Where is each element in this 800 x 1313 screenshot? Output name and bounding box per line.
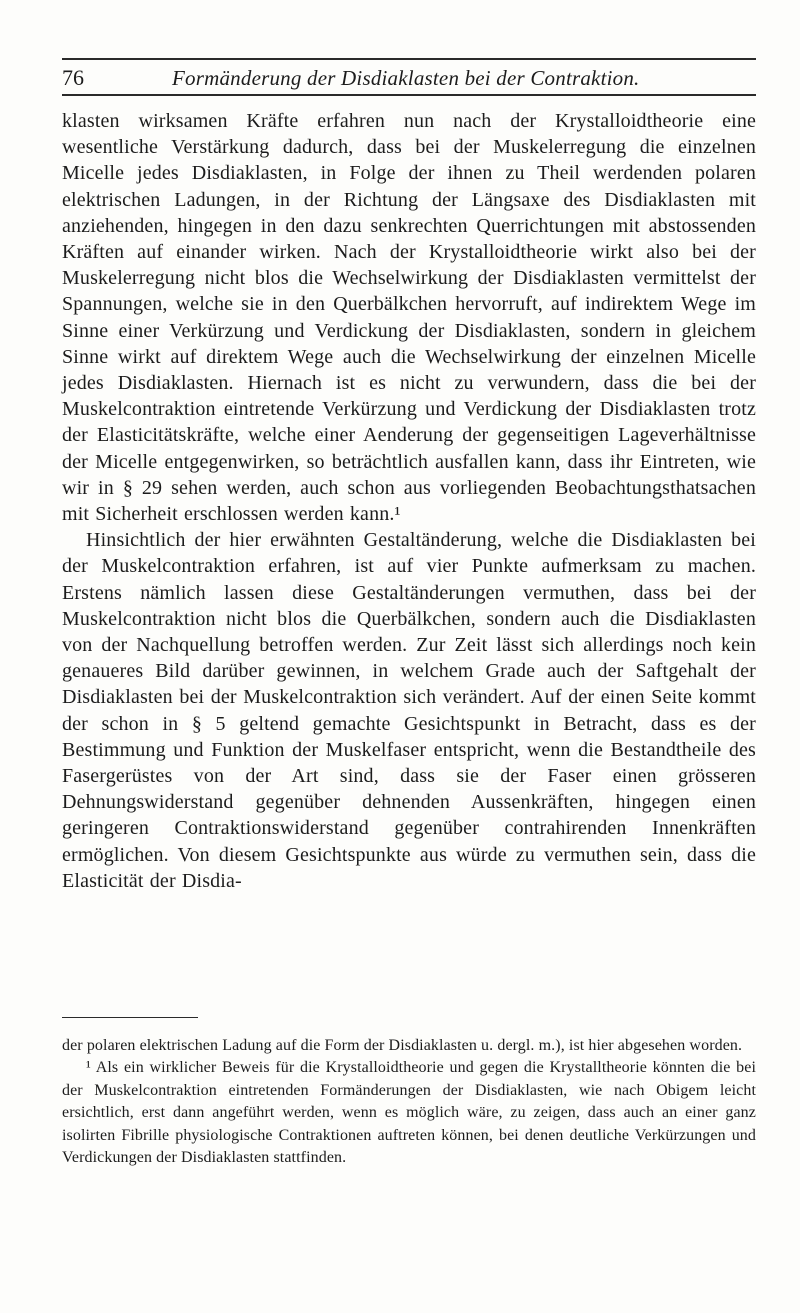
- footnote-separator: [62, 1017, 198, 1018]
- page-header: [62, 58, 756, 98]
- paragraph-continuation: klasten wirksamen Kräfte erfahren nun nach der Krystalloidtheorie eine wesentliche Verstärkung dadurch, dass bei der Muskelerregung die einzelnen Micelle jedes Disdiaklasten, in Folge der ihnen zu Theil werdenden polaren elektrischen Ladungen, in der Richtung der Längsaxe des Disdiaklasten mit anziehenden, hingegen in den dazu senkrechten Querrichtungen mit abstossenden Kräften auf einander wirken. Nach der Krystalloidtheorie wirkt also bei der Muskelerregung nicht blos die Wechselwirkung der Disdiaklasten vermittelst der Spannungen, welche sie in den Querbälkchen hervorruft, auf indirektem Wege im Sinne einer Verkürzung und Verdickung der Disdiaklasten, sondern in gleichem Sinne wirkt auf direktem Wege auch die Wechselwirkung der einzelnen Micelle jedes Disdiaklasten. Hiernach ist es nicht zu verwundern, dass die bei der Muskelcontraktion eintretende Verkürzung und Verdickung der Disdiaklasten trotz der Elasticitätskräfte, welche einer Aenderung der gegenseitigen Lageverhältnisse der Micelle entgegenwirken, so beträchtlich ausfallen kann, dass ihr Eintreten, wie wir in § 29 sehen werden, auch schon aus vorliegenden Beobachtungsthatsachen mit Sicherheit erschlossen werden kann.¹: [62, 110, 756, 526]
- footnote-continuation: der polaren elektrischen Ladung auf die Form der Disdiaklasten u. dergl. m.), ist hier abgesehen worden.: [62, 1037, 743, 1054]
- paragraph: Hinsichtlich der hier erwähnten Gestaltänderung, welche die Disdiaklasten bei der Muskelcontraktion erfahren, ist auf vier Punkte aufmerksam zu machen. Erstens nämlich lassen diese Gestaltänderungen vermuthen, dass bei der Muskelcontraktion nicht blos die Querbälkchen, sondern auch die Disdiaklasten von der Nachquellung betroffen werden. Zur Zeit lässt sich allerdings noch kein genaueres Bild darüber gewinnen, in welchem Grade auch der Saftgehalt der Disdiaklasten bei der Muskelcontraktion sich verändert. Auf der einen Seite kommt der schon in § 5 geltend gemachte Gesichtspunkt in Betracht, dass es der Bestimmung und Funktion der Muskelfaser entspricht, wenn die Bestandtheile des Fasergerüstes von der Art sind, dass sie der Faser einen grösseren Dehnungswiderstand gegenüber dehnenden Aussenkräften, hingegen einen geringeren Contraktionswiderstand gegenüber contrahirenden Innenkräften ermöglichen. Von diesem Gesichtspunkte aus würde zu vermuthen sein, dass die Elasticität der Disdia-: [62, 529, 756, 892]
- footnotes: [62, 1035, 756, 1169]
- header-top-rule: [62, 58, 756, 60]
- page-number: 76: [62, 65, 84, 90]
- header-bottom-rule: [62, 94, 756, 96]
- running-head: Formänderung der Disdiaklasten bei der Contraktion.: [172, 66, 640, 90]
- footnote-1: ¹ Als ein wirklicher Beweis für die Krystalloidtheorie und gegen die Krystalltheorie könnten die bei der Muskelcontraktion eintretenden Formänderungen der Disdiaklasten, wie nach Obigem leicht ersichtlich, erst dann angeführt werden, wenn es möglich wäre, zu zeigen, dass auch an einer ganz isolirten Fibrille physiologische Contraktionen auftreten können, bei denen deutliche Verkürzungen und Verdickungen der Disdiaklasten stattfinden.: [62, 1059, 756, 1167]
- body-text: [62, 108, 756, 894]
